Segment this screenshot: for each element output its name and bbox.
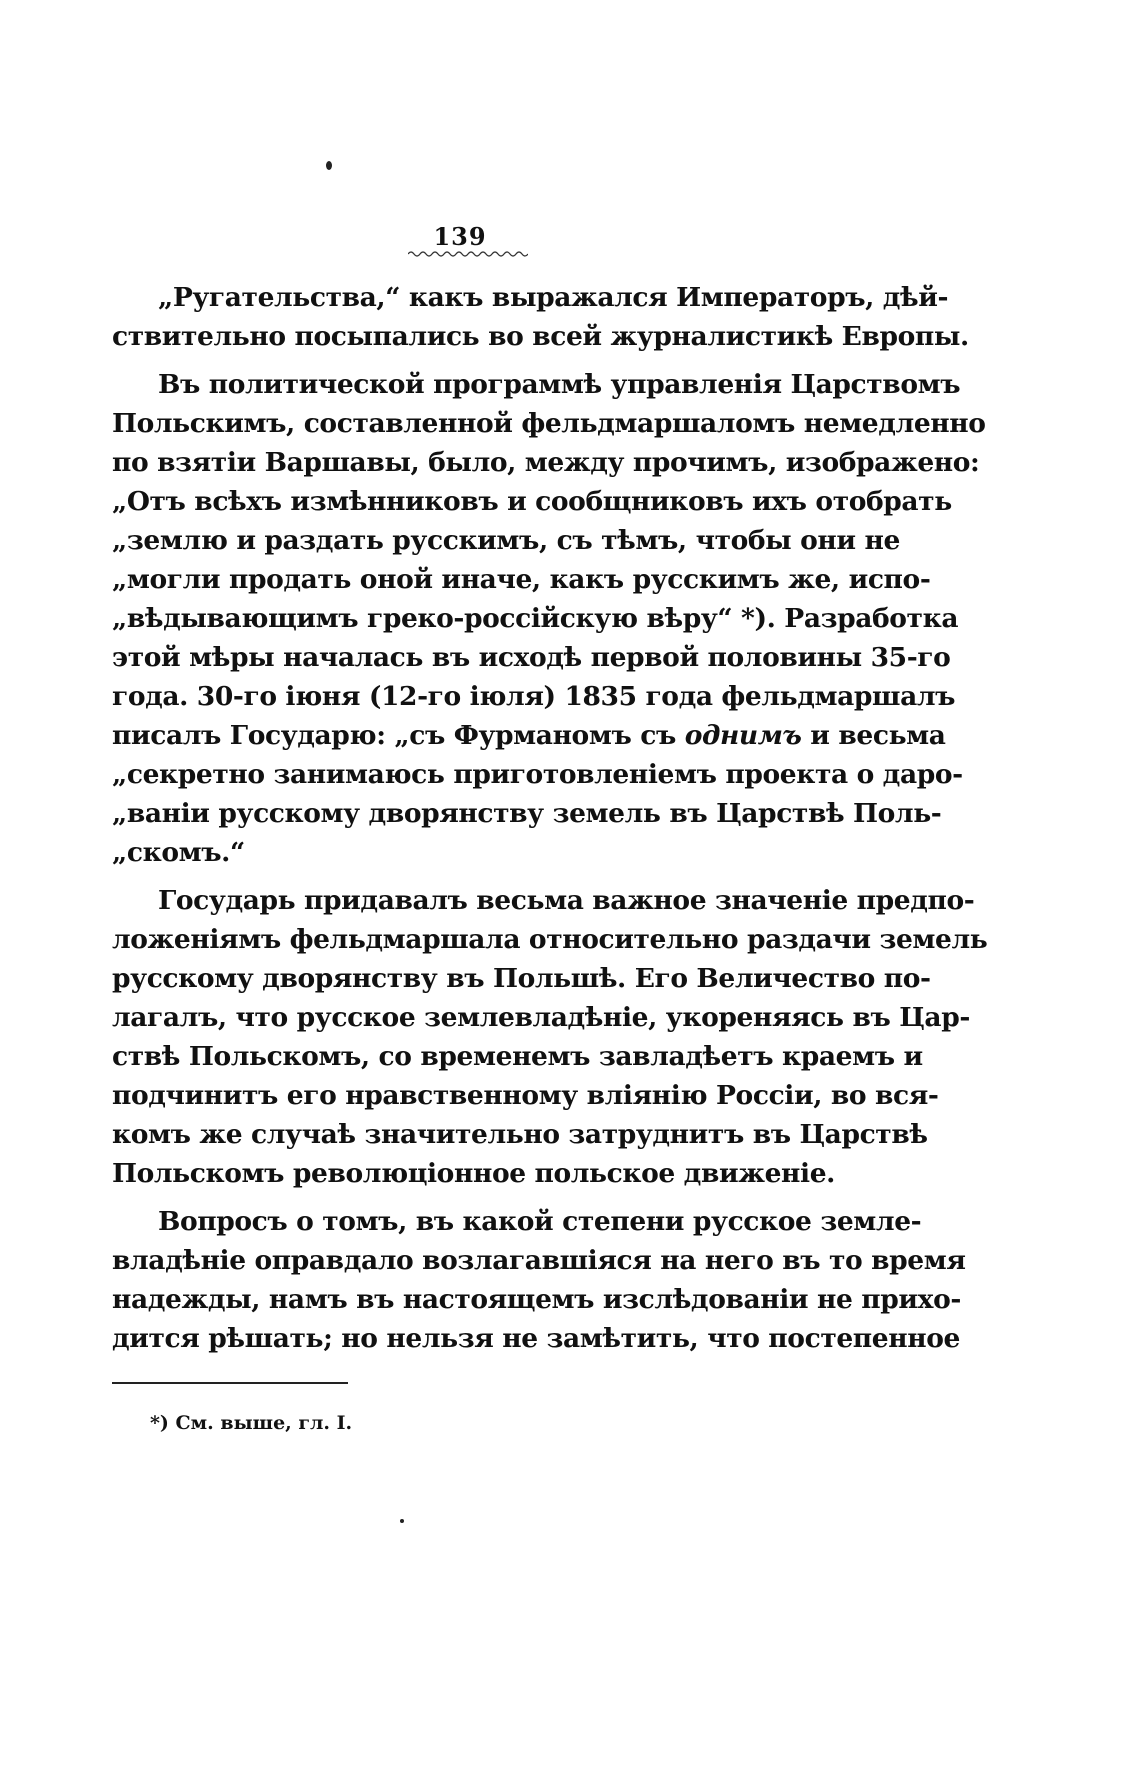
paragraph-4 [112, 1202, 966, 1358]
footnote-divider [112, 1382, 348, 1384]
text-line: Польскомъ революціонное польское движеніе. [112, 1158, 835, 1189]
text-line: Въ политической программѣ управленія Царствомъ [158, 369, 961, 400]
text-line: комъ же случаѣ значительно затруднитъ въ Царствѣ [112, 1119, 928, 1150]
text-line: дится рѣшать; но нельзя не замѣтить, что постепенное [112, 1323, 960, 1354]
text-line: по взятіи Варшавы, было, между прочимъ, изображено: [112, 447, 980, 478]
paragraph-3 [112, 881, 988, 1193]
page-number: 139 [433, 222, 487, 251]
text-line: этой мѣры началась въ исходѣ первой половины 35-го [112, 642, 951, 673]
text-line: „Ругательства,“ какъ выражался Императоръ, дѣй- [158, 282, 949, 313]
ink-speck [400, 1519, 404, 1523]
paragraph-1 [112, 278, 969, 356]
text-line: „Отъ всѣхъ измѣнниковъ и сообщниковъ ихъ отобрать [112, 486, 952, 517]
wavy-ornament [408, 250, 528, 258]
text-line: „скомъ.“ [112, 837, 245, 868]
paragraph-2 [112, 365, 986, 872]
text-line: „секретно занимаюсь приготовленіемъ проекта о даро- [112, 759, 963, 790]
text-line: Вопросъ о томъ, въ какой степени русское земле- [158, 1206, 922, 1237]
text-line: Государь придавалъ весьма важное значеніе предпо- [158, 885, 975, 916]
text-line: Польскимъ, составленной фельдмаршаломъ немедленно [112, 408, 986, 439]
text-run: и весьма [801, 720, 946, 751]
text-line: надежды, намъ въ настоящемъ изслѣдованіи не прихо- [112, 1284, 961, 1315]
text-line: подчинитъ его нравственному вліянію Россіи, во вся- [112, 1080, 939, 1111]
text-line: „вѣдывающимъ греко-россійскую вѣру“ *). Разработка [112, 603, 959, 634]
footnote: *) См. выше, гл. I. [150, 1412, 353, 1434]
text-line: лагалъ, что русское землевладѣніе, укореняясь въ Цар- [112, 1002, 970, 1033]
main-text [112, 278, 988, 1367]
emphasis-run: однимъ [684, 720, 802, 751]
text-line: „ваніи русскому дворянству земель въ Царствѣ Поль- [112, 798, 942, 829]
text-line: ствительно посыпались во всей журналистикѣ Европы. [112, 321, 969, 352]
text-line: года. 30-го іюня (12-го іюля) 1835 года фельдмаршалъ [112, 681, 956, 712]
text-run: писалъ Государю: „съ Фурманомъ съ [112, 720, 685, 751]
ink-speck [326, 161, 332, 170]
text-line: „землю и раздать русскимъ, съ тѣмъ, чтобы они не [112, 525, 900, 556]
text-line: русскому дворянству въ Польшѣ. Его Величество по- [112, 963, 931, 994]
text-line-with-italic [112, 716, 946, 755]
text-line: владѣніе оправдало возлагавшіяся на него въ то время [112, 1245, 966, 1276]
text-line: ложеніямъ фельдмаршала относительно раздачи земель [112, 924, 988, 955]
text-line: ствѣ Польскомъ, со временемъ завладѣетъ краемъ и [112, 1041, 923, 1072]
text-line: „могли продать оной иначе, какъ русскимъ же, испо- [112, 564, 931, 595]
